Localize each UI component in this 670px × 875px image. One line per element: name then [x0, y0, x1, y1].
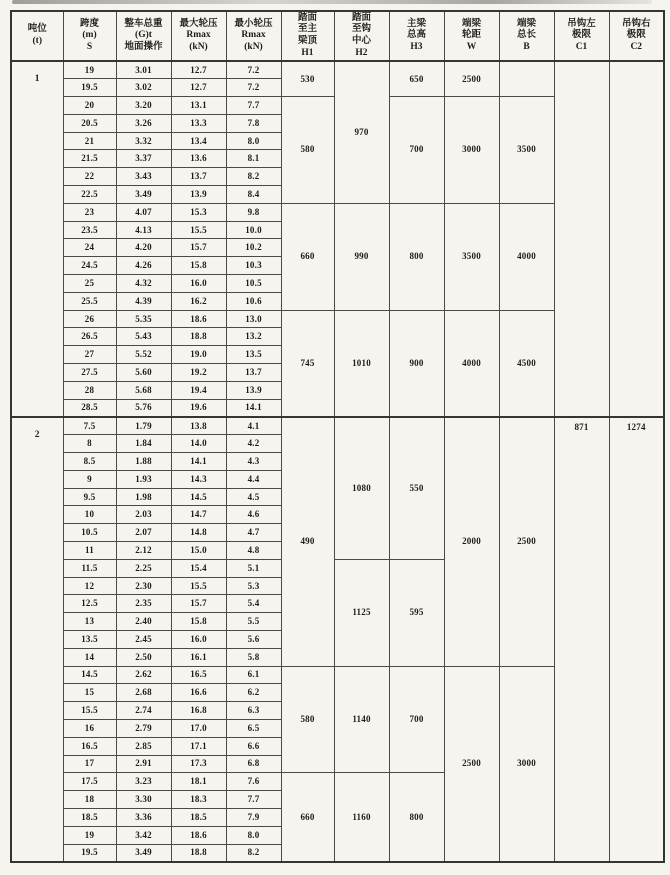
- cell-h2: 1140: [334, 666, 389, 773]
- cell-span: 14.5: [63, 666, 116, 684]
- cell-weight: 2.50: [116, 648, 171, 666]
- header-weight: 整车总重 (G)t 地面操作: [116, 11, 171, 61]
- cell-weight: 1.79: [116, 417, 171, 435]
- cell-rmax: 15.3: [171, 203, 226, 221]
- cell-rmin: 8.0: [226, 826, 281, 844]
- cell-rmin: 4.1: [226, 417, 281, 435]
- cell-rmin: 6.1: [226, 666, 281, 684]
- cell-rmax: 15.0: [171, 542, 226, 560]
- table-row: [11, 61, 664, 79]
- cell-weight: 4.39: [116, 292, 171, 310]
- cell-span: 18.5: [63, 808, 116, 826]
- cell-weight: 2.68: [116, 684, 171, 702]
- cell-h2: 1010: [334, 310, 389, 417]
- header-rmin: 最小轮压 Rmax (kN): [226, 11, 281, 61]
- cell-b: 3000: [499, 666, 554, 862]
- cell-w: 3000: [444, 97, 499, 204]
- cell-rmin: 6.5: [226, 719, 281, 737]
- cell-w: 2500: [444, 61, 499, 97]
- cell-rmax: 15.8: [171, 613, 226, 631]
- crane-spec-table: [10, 10, 665, 863]
- cell-weight: 2.79: [116, 719, 171, 737]
- cell-h1: 660: [281, 773, 334, 862]
- cell-rmax: 16.0: [171, 631, 226, 649]
- cell-span: 9: [63, 470, 116, 488]
- cell-rmin: 13.5: [226, 346, 281, 364]
- cell-span: 17: [63, 755, 116, 773]
- cell-weight: 3.30: [116, 791, 171, 809]
- cell-rmax: 18.5: [171, 808, 226, 826]
- cell-span: 24: [63, 239, 116, 257]
- cell-rmin: 5.3: [226, 577, 281, 595]
- cell-rmax: 17.0: [171, 719, 226, 737]
- cell-span: 15: [63, 684, 116, 702]
- header-h3: 主梁 总高 H3: [389, 11, 444, 61]
- cell-rmin: 8.4: [226, 186, 281, 204]
- cell-span: 16: [63, 719, 116, 737]
- cell-weight: 3.49: [116, 844, 171, 862]
- cell-weight: 1.88: [116, 453, 171, 471]
- cell-c1: [554, 61, 609, 417]
- cell-rmax: 15.5: [171, 577, 226, 595]
- cell-rmax: 13.8: [171, 417, 226, 435]
- cell-rmin: 8.2: [226, 168, 281, 186]
- cell-h1: 530: [281, 61, 334, 97]
- cell-rmin: 4.5: [226, 488, 281, 506]
- header-b: 端梁 总长 B: [499, 11, 554, 61]
- cell-rmin: 9.8: [226, 203, 281, 221]
- cell-weight: 2.03: [116, 506, 171, 524]
- cell-h1: 745: [281, 310, 334, 417]
- cell-rmin: 6.2: [226, 684, 281, 702]
- cell-span: 19: [63, 61, 116, 79]
- cell-h2: 1080: [334, 417, 389, 559]
- cell-rmin: 4.6: [226, 506, 281, 524]
- cell-rmax: 12.7: [171, 79, 226, 97]
- cell-rmax: 17.3: [171, 755, 226, 773]
- cell-rmin: 6.6: [226, 737, 281, 755]
- cell-span: 28: [63, 381, 116, 399]
- cell-tonnage: 1: [11, 61, 63, 417]
- cell-rmax: 14.5: [171, 488, 226, 506]
- cell-rmax: 13.6: [171, 150, 226, 168]
- cell-span: 21: [63, 132, 116, 150]
- cell-rmax: 13.9: [171, 186, 226, 204]
- cell-rmin: 4.8: [226, 542, 281, 560]
- cell-rmax: 14.8: [171, 524, 226, 542]
- cell-weight: 2.45: [116, 631, 171, 649]
- cell-rmin: 5.5: [226, 613, 281, 631]
- cell-rmin: 10.6: [226, 292, 281, 310]
- cell-h2: 990: [334, 203, 389, 310]
- cell-weight: 5.68: [116, 381, 171, 399]
- cell-span: 27.5: [63, 364, 116, 382]
- cell-span: 20.5: [63, 114, 116, 132]
- cell-rmin: 7.9: [226, 808, 281, 826]
- cell-b: 2500: [499, 417, 554, 666]
- cell-span: 25: [63, 275, 116, 293]
- cell-weight: 3.49: [116, 186, 171, 204]
- cell-h3: 900: [389, 310, 444, 417]
- cell-rmin: 7.8: [226, 114, 281, 132]
- cell-weight: 3.20: [116, 97, 171, 115]
- cell-rmax: 16.6: [171, 684, 226, 702]
- cell-h2: 1160: [334, 773, 389, 862]
- cell-h3: 595: [389, 559, 444, 666]
- cell-rmax: 16.1: [171, 648, 226, 666]
- cell-span: 19: [63, 826, 116, 844]
- cell-weight: 3.32: [116, 132, 171, 150]
- cell-rmin: 8.2: [226, 844, 281, 862]
- cell-rmin: 7.2: [226, 79, 281, 97]
- cell-weight: 3.23: [116, 773, 171, 791]
- cell-rmax: 14.1: [171, 453, 226, 471]
- cell-weight: 3.02: [116, 79, 171, 97]
- cell-rmax: 12.7: [171, 61, 226, 79]
- header-span: 跨度 (m) S: [63, 11, 116, 61]
- header-row: [11, 11, 664, 61]
- cell-weight: 1.98: [116, 488, 171, 506]
- cell-weight: 2.74: [116, 702, 171, 720]
- cell-h1: 660: [281, 203, 334, 310]
- cell-weight: 2.91: [116, 755, 171, 773]
- cell-span: 22.5: [63, 186, 116, 204]
- cell-rmax: 16.0: [171, 275, 226, 293]
- scan-artifact: [12, 0, 652, 4]
- cell-tonnage: 2: [11, 417, 63, 862]
- table-row: [11, 417, 664, 435]
- cell-weight: 4.13: [116, 221, 171, 239]
- cell-rmax: 15.4: [171, 559, 226, 577]
- cell-weight: 3.26: [116, 114, 171, 132]
- cell-rmin: 10.0: [226, 221, 281, 239]
- cell-h1: 490: [281, 417, 334, 666]
- cell-rmin: 4.3: [226, 453, 281, 471]
- cell-w: 2000: [444, 417, 499, 666]
- cell-rmin: 4.7: [226, 524, 281, 542]
- cell-b: 4000: [499, 203, 554, 310]
- cell-weight: 3.37: [116, 150, 171, 168]
- cell-weight: 5.35: [116, 310, 171, 328]
- cell-rmax: 13.7: [171, 168, 226, 186]
- cell-rmin: 5.8: [226, 648, 281, 666]
- header-tonnage: 吨位 (t): [11, 11, 63, 61]
- cell-weight: 2.30: [116, 577, 171, 595]
- cell-span: 12.5: [63, 595, 116, 613]
- header-w: 端梁 轮距 W: [444, 11, 499, 61]
- cell-rmax: 19.4: [171, 381, 226, 399]
- cell-b: 3500: [499, 97, 554, 204]
- cell-span: 15.5: [63, 702, 116, 720]
- cell-rmin: 6.8: [226, 755, 281, 773]
- cell-w: 3500: [444, 203, 499, 310]
- cell-rmin: 14.1: [226, 399, 281, 417]
- header-h2: 踏面 至钩 中心 H2: [334, 11, 389, 61]
- cell-rmax: 13.3: [171, 114, 226, 132]
- cell-weight: 2.40: [116, 613, 171, 631]
- cell-span: 22: [63, 168, 116, 186]
- cell-h1: 580: [281, 97, 334, 204]
- cell-weight: 3.43: [116, 168, 171, 186]
- cell-weight: 2.35: [116, 595, 171, 613]
- cell-weight: 5.52: [116, 346, 171, 364]
- cell-rmax: 15.7: [171, 239, 226, 257]
- cell-rmax: 13.4: [171, 132, 226, 150]
- cell-c2: [609, 61, 664, 417]
- cell-rmin: 4.2: [226, 435, 281, 453]
- cell-rmax: 16.2: [171, 292, 226, 310]
- cell-rmax: 18.6: [171, 310, 226, 328]
- cell-rmin: 13.0: [226, 310, 281, 328]
- cell-rmax: 17.1: [171, 737, 226, 755]
- cell-span: 7.5: [63, 417, 116, 435]
- cell-rmin: 8.0: [226, 132, 281, 150]
- cell-h3: 650: [389, 61, 444, 97]
- cell-rmin: 7.6: [226, 773, 281, 791]
- cell-span: 28.5: [63, 399, 116, 417]
- cell-w: 4000: [444, 310, 499, 417]
- cell-span: 16.5: [63, 737, 116, 755]
- cell-h3: 550: [389, 417, 444, 559]
- cell-rmin: 6.3: [226, 702, 281, 720]
- cell-span: 25.5: [63, 292, 116, 310]
- cell-weight: 2.85: [116, 737, 171, 755]
- cell-weight: 5.76: [116, 399, 171, 417]
- cell-span: 8: [63, 435, 116, 453]
- cell-weight: 4.26: [116, 257, 171, 275]
- cell-rmin: 13.9: [226, 381, 281, 399]
- cell-weight: 5.43: [116, 328, 171, 346]
- cell-rmin: 7.7: [226, 791, 281, 809]
- cell-weight: 2.12: [116, 542, 171, 560]
- cell-rmin: 5.4: [226, 595, 281, 613]
- cell-span: 21.5: [63, 150, 116, 168]
- header-h1: 踏面 至主 梁顶 H1: [281, 11, 334, 61]
- cell-span: 13: [63, 613, 116, 631]
- cell-weight: 2.62: [116, 666, 171, 684]
- cell-span: 8.5: [63, 453, 116, 471]
- cell-rmin: 7.2: [226, 61, 281, 79]
- cell-c1: 871: [554, 417, 609, 862]
- cell-rmax: 18.6: [171, 826, 226, 844]
- cell-rmax: 19.2: [171, 364, 226, 382]
- cell-rmin: 8.1: [226, 150, 281, 168]
- cell-rmin: 10.5: [226, 275, 281, 293]
- cell-rmin: 4.4: [226, 470, 281, 488]
- cell-h3: 800: [389, 203, 444, 310]
- cell-rmax: 19.6: [171, 399, 226, 417]
- cell-span: 14: [63, 648, 116, 666]
- header-c2: 吊钩右 极限 C2: [609, 11, 664, 61]
- cell-span: 27: [63, 346, 116, 364]
- cell-rmin: 10.3: [226, 257, 281, 275]
- cell-weight: 1.84: [116, 435, 171, 453]
- cell-span: 9.5: [63, 488, 116, 506]
- cell-rmax: 18.8: [171, 844, 226, 862]
- cell-h3: 800: [389, 773, 444, 862]
- cell-w: 2500: [444, 666, 499, 862]
- cell-span: 11: [63, 542, 116, 560]
- cell-span: 19.5: [63, 79, 116, 97]
- cell-rmin: 13.7: [226, 364, 281, 382]
- cell-weight: 5.60: [116, 364, 171, 382]
- cell-weight: 4.07: [116, 203, 171, 221]
- cell-rmin: 10.2: [226, 239, 281, 257]
- cell-rmax: 15.8: [171, 257, 226, 275]
- cell-span: 20: [63, 97, 116, 115]
- cell-rmax: 19.0: [171, 346, 226, 364]
- cell-span: 12: [63, 577, 116, 595]
- cell-span: 10.5: [63, 524, 116, 542]
- header-c1: 吊钩左 极限 C1: [554, 11, 609, 61]
- cell-h1: 580: [281, 666, 334, 773]
- cell-weight: 3.36: [116, 808, 171, 826]
- cell-rmax: 14.3: [171, 470, 226, 488]
- cell-span: 10: [63, 506, 116, 524]
- cell-weight: 2.25: [116, 559, 171, 577]
- cell-rmax: 13.1: [171, 97, 226, 115]
- cell-rmin: 5.1: [226, 559, 281, 577]
- cell-span: 18: [63, 791, 116, 809]
- cell-c2: 1274: [609, 417, 664, 862]
- cell-h2: 970: [334, 61, 389, 203]
- cell-span: 11.5: [63, 559, 116, 577]
- cell-rmax: 15.7: [171, 595, 226, 613]
- cell-span: 26: [63, 310, 116, 328]
- cell-rmax: 18.1: [171, 773, 226, 791]
- cell-h2: 1125: [334, 559, 389, 666]
- cell-rmax: 16.8: [171, 702, 226, 720]
- cell-rmax: 14.0: [171, 435, 226, 453]
- cell-h3: 700: [389, 666, 444, 773]
- cell-weight: 2.07: [116, 524, 171, 542]
- cell-span: 24.5: [63, 257, 116, 275]
- cell-weight: 3.42: [116, 826, 171, 844]
- cell-rmax: 16.5: [171, 666, 226, 684]
- cell-rmax: 18.3: [171, 791, 226, 809]
- cell-span: 23.5: [63, 221, 116, 239]
- cell-weight: 1.93: [116, 470, 171, 488]
- table-body: [11, 61, 664, 862]
- cell-span: 26.5: [63, 328, 116, 346]
- cell-rmin: 13.2: [226, 328, 281, 346]
- cell-span: 17.5: [63, 773, 116, 791]
- cell-span: 23: [63, 203, 116, 221]
- cell-weight: 4.20: [116, 239, 171, 257]
- header-rmax: 最大轮压 Rmax (kN): [171, 11, 226, 61]
- cell-weight: 4.32: [116, 275, 171, 293]
- cell-span: 19.5: [63, 844, 116, 862]
- cell-rmax: 15.5: [171, 221, 226, 239]
- cell-rmin: 5.6: [226, 631, 281, 649]
- cell-b: 4500: [499, 310, 554, 417]
- cell-rmax: 14.7: [171, 506, 226, 524]
- cell-span: 13.5: [63, 631, 116, 649]
- cell-weight: 3.01: [116, 61, 171, 79]
- cell-rmax: 18.8: [171, 328, 226, 346]
- cell-h3: 700: [389, 97, 444, 204]
- cell-rmin: 7.7: [226, 97, 281, 115]
- cell-b: [499, 61, 554, 97]
